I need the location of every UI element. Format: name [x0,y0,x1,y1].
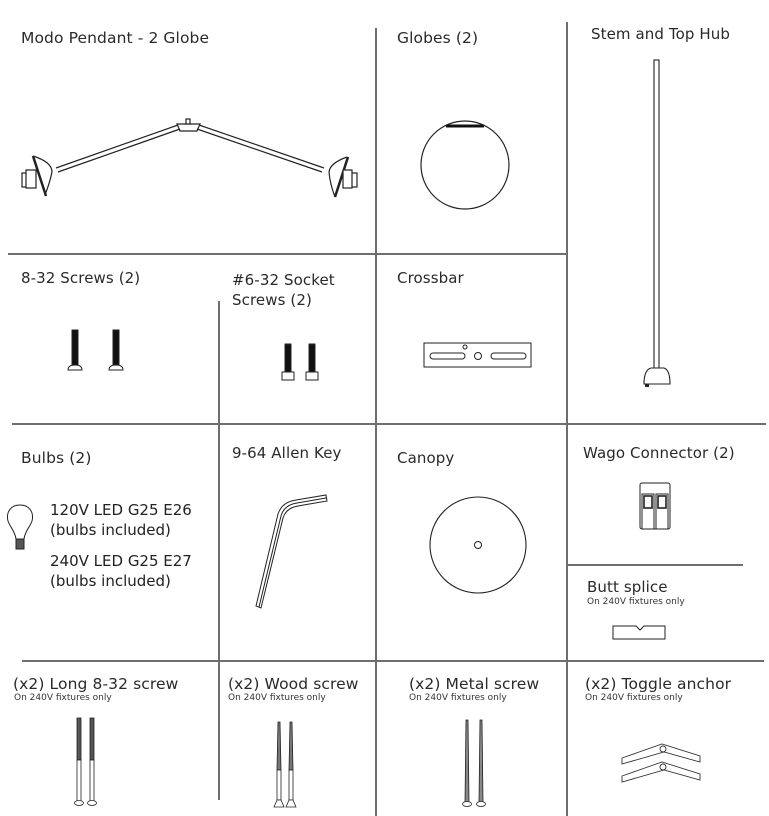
butt-splice-note: On 240V fixtures only [587,597,685,607]
wood-screw-note: On 240V fixtures only [228,693,326,703]
divider-horizontal-1 [8,253,567,255]
stem-hub-icon [636,58,676,392]
bulb-option-1-note: (bulbs included) [50,521,171,539]
bulb-option-2-note: (bulbs included) [50,572,171,590]
allen-key-icon [252,492,332,612]
cell-title-metal-screw: (x2) Metal screw [409,675,540,693]
divider-vertical-3 [218,301,220,800]
crossbar-icon [422,340,534,370]
toggle-anchor-note: On 240V fixtures only [585,693,683,703]
cell-title-butt-splice: Butt splice [587,578,668,596]
cell-title-long-screw: (x2) Long 8-32 screw [13,675,179,693]
canopy-icon [428,495,528,595]
cell-title-8-32-screws: 8-32 Screws (2) [21,269,141,287]
screw-icon [66,328,130,378]
cell-title-canopy: Canopy [397,449,455,467]
long-screw-note: On 240V fixtures only [14,693,112,703]
cell-title-allen-key: 9-64 Allen Key [232,444,342,462]
long-screw-icon [72,716,102,808]
metal-screw-icon [460,718,490,810]
bulb-option-1-spec: 120V LED G25 E26 [50,501,192,519]
divider-horizontal-4 [568,564,743,566]
cell-title-wago: Wago Connector (2) [583,444,735,462]
cell-title-stem: Stem and Top Hub [591,25,730,43]
bulb-icon [5,503,35,553]
bulb-option-2-spec: 240V LED G25 E27 [50,552,192,570]
cell-title-modo-pendant: Modo Pendant - 2 Globe [21,29,210,47]
cell-title-globes: Globes (2) [397,29,479,47]
pendant-fixture-icon [0,100,376,210]
divider-vertical-2 [566,22,568,816]
globe-icon [420,120,510,212]
cell-title-crossbar: Crossbar [397,269,464,287]
wood-screw-icon [270,720,300,810]
cell-title-toggle-anchor: (x2) Toggle anchor [585,675,732,693]
cell-title-socket-screws-line2: Screws (2) [232,291,312,309]
cell-title-socket-screws-line1: #6-32 Socket [232,271,335,289]
divider-horizontal-2 [12,423,766,425]
toggle-anchor-icon [620,742,706,790]
wago-connector-icon [638,481,672,531]
metal-screw-note: On 240V fixtures only [409,693,507,703]
socket-screw-icon [280,342,322,382]
cell-title-wood-screw: (x2) Wood screw [228,675,359,693]
divider-horizontal-3 [22,660,764,662]
cell-title-bulbs: Bulbs (2) [21,449,92,467]
butt-splice-icon [612,624,668,642]
